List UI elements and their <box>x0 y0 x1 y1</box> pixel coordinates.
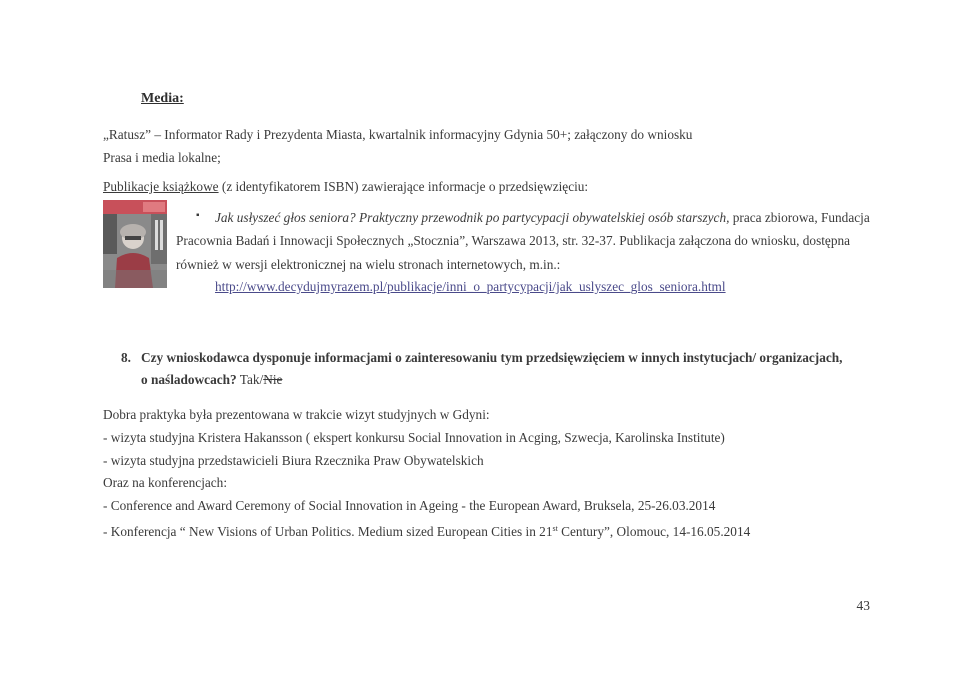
body-line-4: Oraz na konferencjach: <box>103 475 228 490</box>
body-line-6-after: Century”, Olomouc, 14-16.05.2014 <box>557 524 751 539</box>
question-number: 8. <box>121 350 131 365</box>
bullet-icon: ▪ <box>196 210 200 221</box>
body-line-6-sup: st <box>552 524 558 533</box>
body-line-5: - Conference and Award Ceremony of Social Innovation in Ageing - the European Award, Bruksela, 25-26.03.2014 <box>103 498 716 513</box>
publication-title: Jak usłyszeć głos seniora? Praktyczny przewodnik po partycypacji obywatelskiej osób starszych, <box>215 210 730 225</box>
body-line-3: - wizyta studyjna przedstawicieli Biura Rzecznika Praw Obywatelskich <box>103 453 484 468</box>
text-line-ratusz: „Ratusz” – Informator Rady i Prezydenta Miasta, kwartalnik informacyjny Gdynia 50+; załączony do wniosku <box>103 127 693 142</box>
publication-line-2: Pracownia Badań i Innowacji Społecznych „Stocznia”, Warszawa 2013, str. 32-37. Publikacja załączona do wniosku, dostępna <box>176 233 851 248</box>
question-text-line-2-bold: o naśladowcach? <box>141 372 237 387</box>
answer-no-struck: Nie <box>263 372 283 387</box>
body-line-6 <box>103 520 750 541</box>
text-line-prasa: Prasa i media lokalne; <box>103 150 221 165</box>
body-line-2: - wizyta studyjna Kristera Hakansson ( ekspert konkursu Social Innovation in Acging, Szwecja, Karolinska Institute) <box>103 430 725 445</box>
publication-title-line <box>215 209 870 227</box>
question-text-line-2 <box>141 371 282 389</box>
publication-line-3: również w wersji elektronicznej na wielu stronach internetowych, m.in.: <box>176 257 561 272</box>
publikacje-description: (z identyfikatorem ISBN) zawierające informacje o przedsięwzięciu: <box>218 179 589 194</box>
section-heading-media: Media: <box>141 91 184 106</box>
answer-yes: Tak/ <box>236 372 264 387</box>
book-cover-thumbnail <box>103 200 167 288</box>
publikacje-label: Publikacje książkowe <box>103 179 219 194</box>
body-line-6-before: - Konferencja “ New Visions of Urban Politics. Medium sized European Cities in 21 <box>103 524 553 539</box>
body-line-1: Dobra praktyka była prezentowana w trakcie wizyt studyjnych w Gdyni: <box>103 407 490 422</box>
text-line-publikacje <box>103 178 588 196</box>
page-number: 43 <box>856 598 870 613</box>
question-text-line-1: Czy wnioskodawca dysponuje informacjami o zainteresowaniu tym przedsięwzięciem w innych instytucjach/ organizacjach, <box>141 350 843 365</box>
publication-title-rest: praca zbiorowa, Fundacja <box>729 210 870 225</box>
publication-link[interactable]: http://www.decydujmyrazem.pl/publikacje/inni_o_partycypacji/jak_uslyszec_glos_seniora.html <box>215 279 726 294</box>
